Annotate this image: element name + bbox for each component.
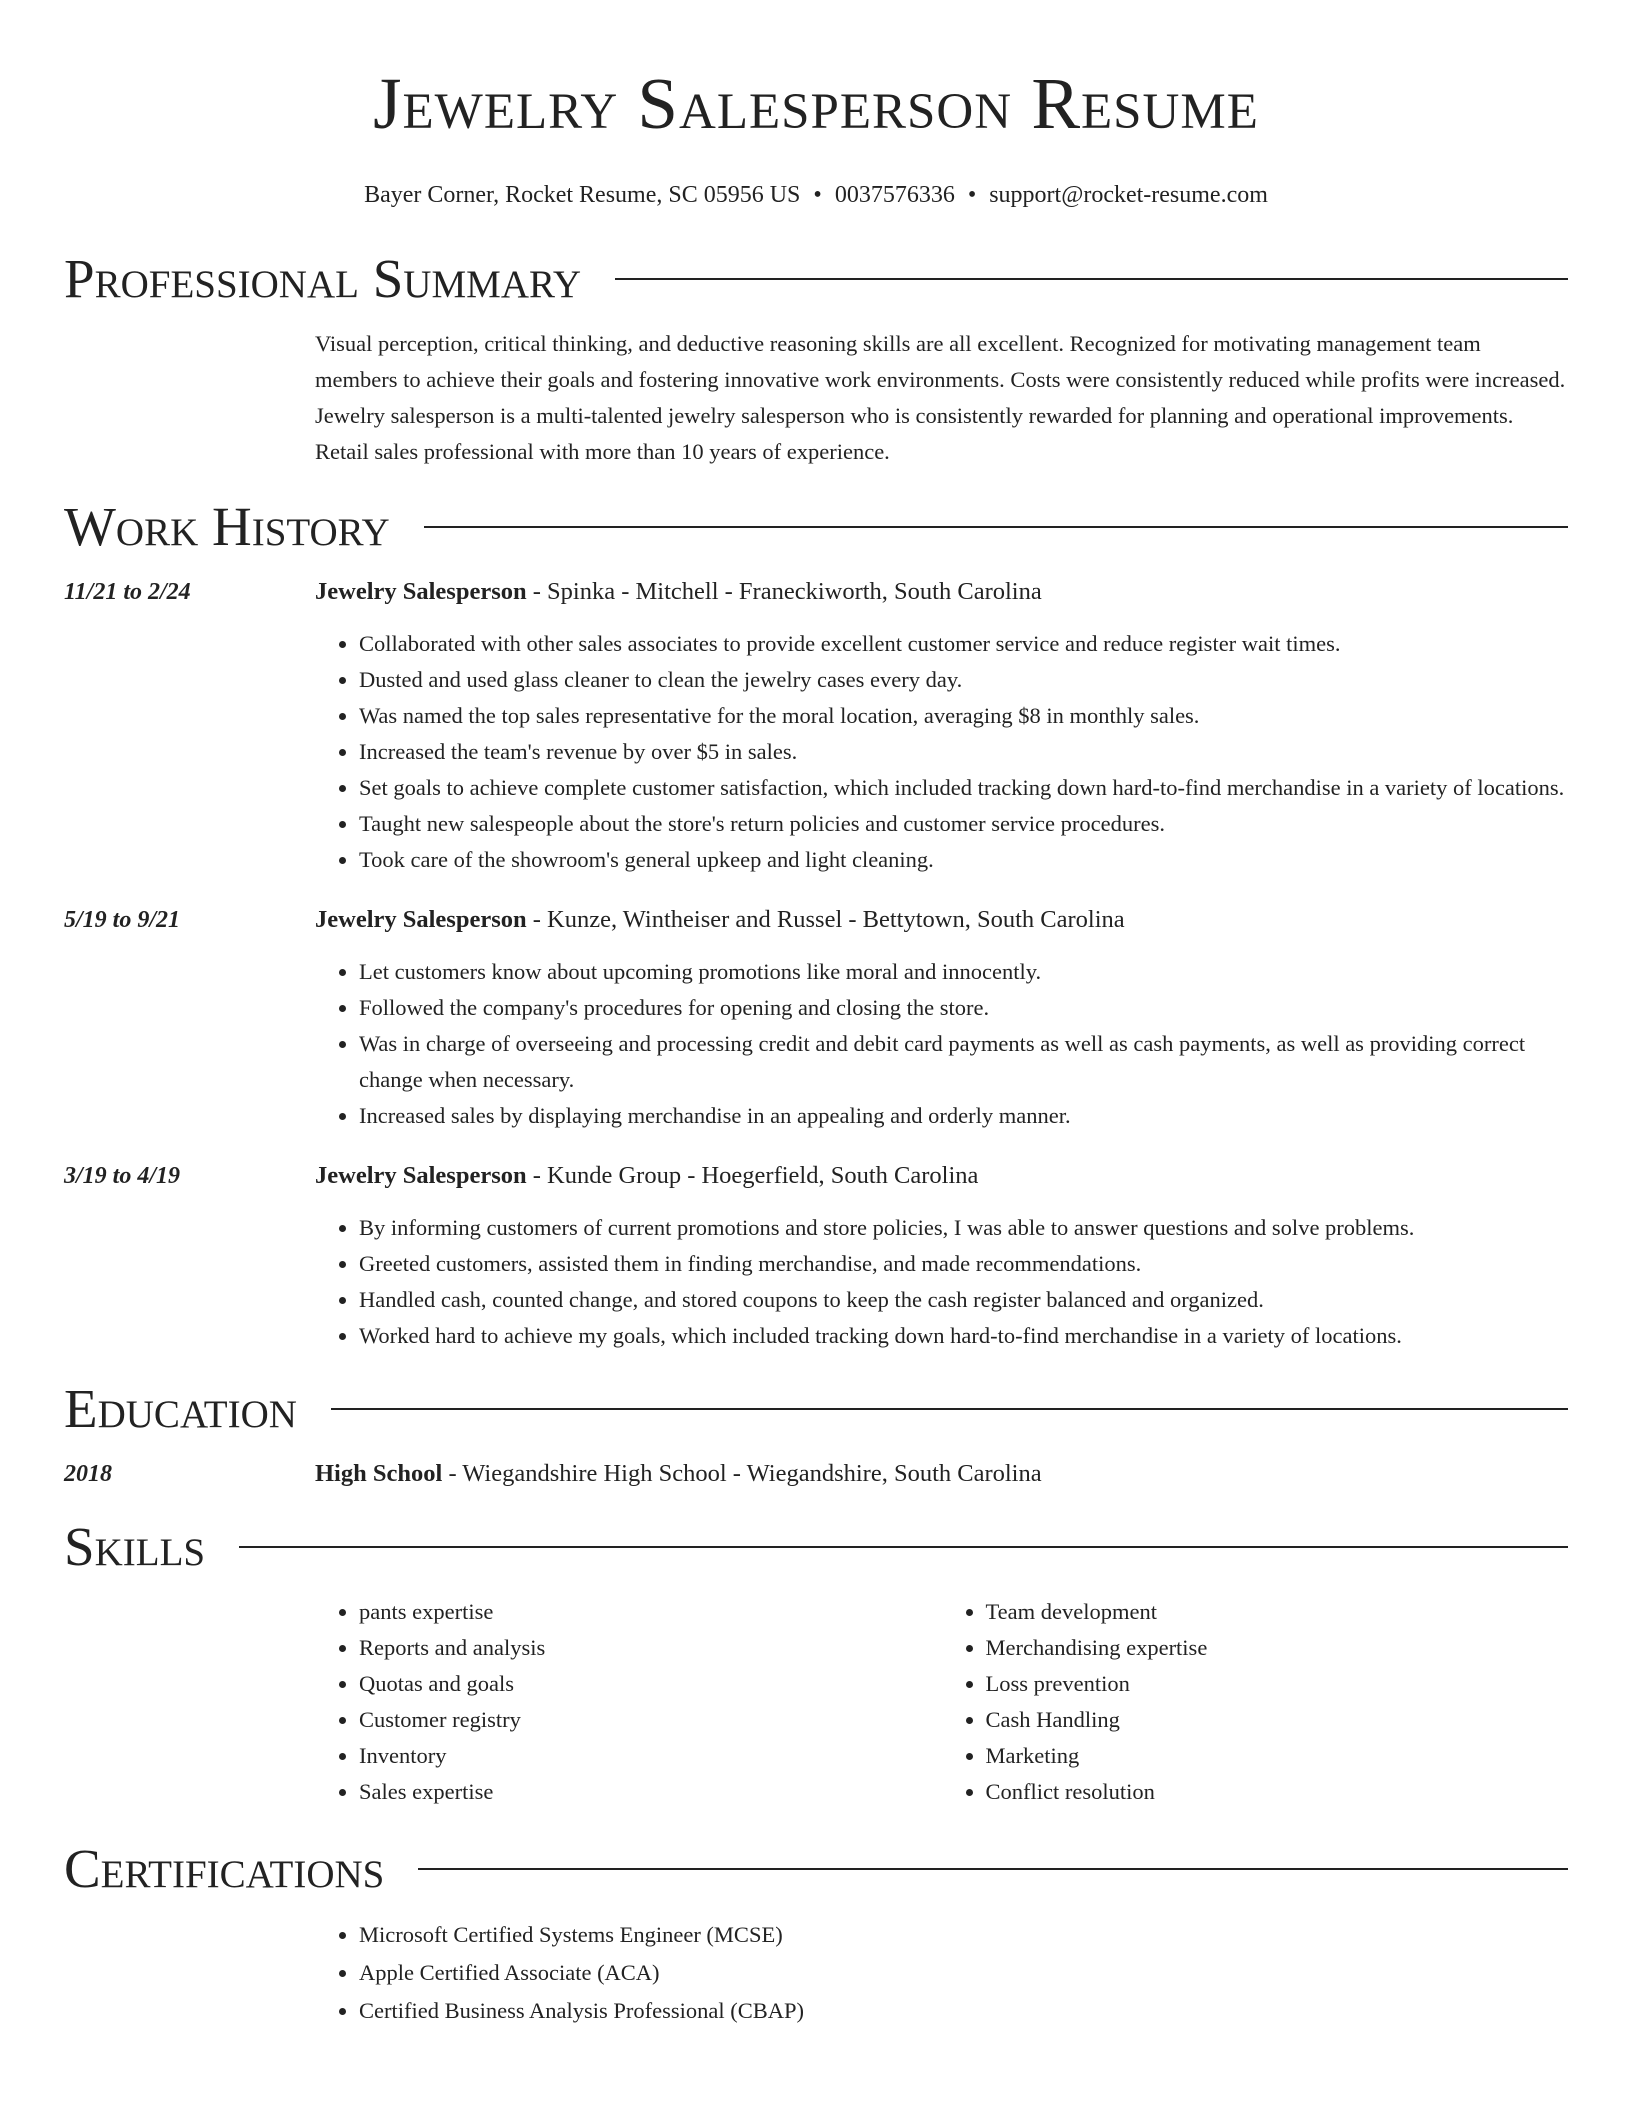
job-bullet: • Handled cash, counted change, and stored coupons to keep the cash register balanced and organized.	[359, 1282, 1568, 1318]
contact-phone: 0037576336	[834, 182, 955, 208]
skill-item: • Conflict resolution	[986, 1774, 1569, 1810]
education-entry	[64, 1456, 1568, 1492]
job-bullet: • Was named the top sales representative for the moral location, averaging $8 in monthly sales.	[359, 698, 1568, 734]
certifications-list	[315, 1916, 1568, 2030]
education-body	[315, 1456, 1568, 1492]
job-body	[315, 902, 1568, 1134]
job-bullet: • Took care of the showroom's general upkeep and light cleaning.	[359, 842, 1568, 878]
education-year: 2018	[64, 1461, 112, 1487]
certification-item: • Apple Certified Associate (ACA)	[359, 1954, 1568, 1992]
job-heading	[315, 1158, 1568, 1194]
job-entry	[64, 902, 1568, 1134]
skill-item: • Merchandising expertise	[986, 1630, 1569, 1666]
resume-header	[64, 0, 1568, 210]
skills-section-header	[64, 1512, 1568, 1582]
contact-separator: •	[813, 182, 822, 208]
job-bullet: • Was in charge of overseeing and processing credit and debit card payments as well as cash payments, as well as providing correct change when necessary.	[359, 1026, 1568, 1098]
job-dates: 3/19 to 4/19	[64, 1163, 181, 1189]
job-dates: 5/19 to 9/21	[64, 907, 181, 933]
skills-section-title: Skills	[64, 1516, 206, 1577]
summary-text: Visual perception, critical thinking, and deductive reasoning skills are all excellent. Recognized for motivating management team members to achieve their goals and fostering innovative work environments. Costs were consistently reduced while profits were increased. Jewelry salesperson is a multi-talented jewelry salesperson who is consistently rewarded for planning and operational improvements. Retail sales professional with more than 10 years of experience.	[315, 331, 1566, 464]
job-details: - Kunde Group - Hoegerfield, South Carolina	[526, 1162, 979, 1189]
job-details: - Spinka - Mitchell - Franeckiworth, South Carolina	[526, 578, 1042, 605]
job-bullets	[315, 954, 1568, 1134]
summary-section-header	[64, 244, 1568, 314]
certification-item: • Certified Business Analysis Professional (CBAP)	[359, 1992, 1568, 2030]
job-bullet: • Increased the team's revenue by over $5 in sales.	[359, 734, 1568, 770]
skill-item: • Marketing	[986, 1738, 1569, 1774]
job-bullet: • By informing customers of current promotions and store policies, I was able to answer questions and solve problems.	[359, 1210, 1568, 1246]
certification-item: • Microsoft Certified Systems Engineer (MCSE)	[359, 1916, 1568, 1954]
work-section-title: Work History	[64, 496, 390, 557]
summary-section-title: Professional Summary	[64, 248, 582, 309]
job-bullet: • Collaborated with other sales associates to provide excellent customer service and reduce register wait times.	[359, 626, 1568, 662]
skills-list	[315, 1594, 1568, 1810]
section-divider	[331, 1408, 1568, 1410]
section-divider	[615, 278, 1568, 280]
job-bullets	[315, 626, 1568, 878]
skill-item: • Cash Handling	[986, 1702, 1569, 1738]
certifications-items	[315, 1916, 1568, 2030]
certifications-section-header	[64, 1834, 1568, 1904]
resume-title: Jewelry Salesperson Resume	[373, 63, 1259, 144]
job-entry	[64, 1158, 1568, 1354]
job-bullet: • Set goals to achieve complete customer satisfaction, which included tracking down hard-to-find merchandise in a variety of locations.	[359, 770, 1568, 806]
contact-separator: •	[967, 182, 977, 208]
job-body	[315, 574, 1568, 878]
education-heading	[315, 1456, 1568, 1492]
contact-email: support@rocket-resume.com	[989, 182, 1268, 208]
job-bullets	[315, 1210, 1568, 1354]
contact-line	[64, 180, 1568, 210]
skill-item: • Inventory	[359, 1738, 942, 1774]
skill-item: • Quotas and goals	[359, 1666, 942, 1702]
job-role: Jewelry Salesperson	[315, 1162, 527, 1189]
job-bullet: • Followed the company's procedures for opening and closing the store.	[359, 990, 1568, 1026]
job-role: Jewelry Salesperson	[315, 906, 527, 933]
skill-item: • Sales expertise	[359, 1774, 942, 1810]
job-bullet: • Dusted and used glass cleaner to clean the jewelry cases every day.	[359, 662, 1568, 698]
section-divider	[424, 526, 1568, 528]
job-dates: 11/21 to 2/24	[64, 579, 191, 605]
skill-item: • pants expertise	[359, 1594, 942, 1630]
job-details: - Kunze, Wintheiser and Russel - Bettytown, South Carolina	[526, 906, 1125, 933]
skill-item: • Loss prevention	[986, 1666, 1569, 1702]
skills-column-left	[315, 1594, 942, 1810]
skill-item: • Reports and analysis	[359, 1630, 942, 1666]
skill-item: • Team development	[986, 1594, 1569, 1630]
job-bullet: • Increased sales by displaying merchandise in an appealing and orderly manner.	[359, 1098, 1568, 1134]
education-section-header	[64, 1374, 1568, 1444]
section-divider	[418, 1868, 1568, 1870]
job-bullet: • Taught new salespeople about the store's return policies and customer service procedures.	[359, 806, 1568, 842]
education-degree: High School	[315, 1460, 443, 1487]
job-heading	[315, 574, 1568, 610]
job-entry	[64, 574, 1568, 878]
job-role: Jewelry Salesperson	[315, 578, 527, 605]
skill-item: • Customer registry	[359, 1702, 942, 1738]
job-body	[315, 1158, 1568, 1354]
job-heading	[315, 902, 1568, 938]
education-details: - Wiegandshire High School - Wiegandshire, South Carolina	[442, 1460, 1042, 1487]
section-divider	[239, 1546, 1568, 1548]
job-bullet: • Let customers know about upcoming promotions like moral and innocently.	[359, 954, 1568, 990]
education-section-title: Education	[64, 1378, 297, 1439]
contact-address: Bayer Corner, Rocket Resume, SC 05956 US	[364, 182, 801, 208]
job-bullet: • Greeted customers, assisted them in finding merchandise, and made recommendations.	[359, 1246, 1568, 1282]
job-bullet: • Worked hard to achieve my goals, which included tracking down hard-to-find merchandise in a variety of locations.	[359, 1318, 1568, 1354]
skills-column-right	[942, 1594, 1569, 1810]
certifications-section-title: Certifications	[64, 1838, 385, 1899]
work-section-header	[64, 492, 1568, 562]
